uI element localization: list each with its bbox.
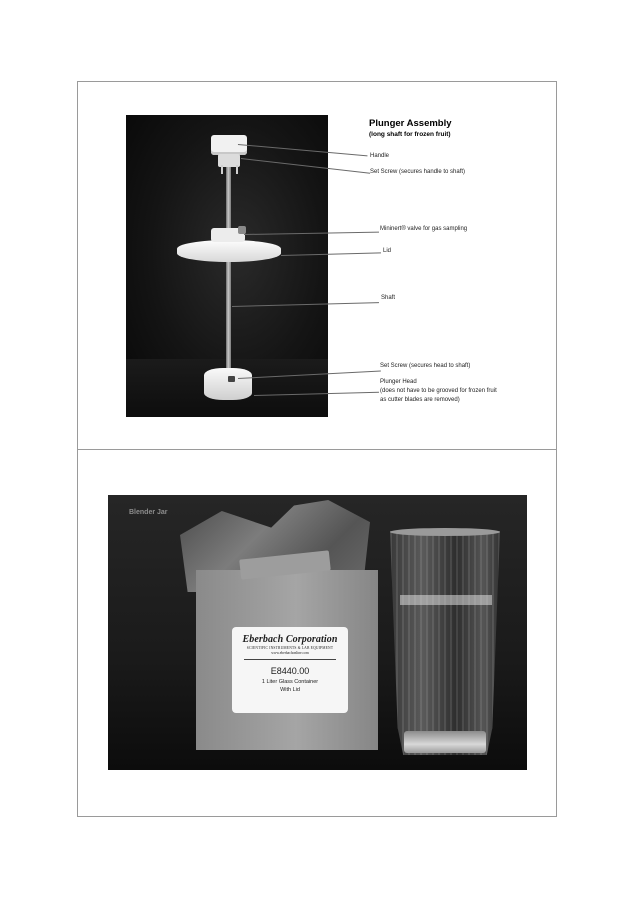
box-label — [232, 627, 348, 713]
label-description-1: 1 Liter Glass Container — [261, 679, 319, 685]
label-plunger-note-1: (does not have to be grooved for frozen fruit — [380, 388, 497, 394]
photo-caption: Blender Jar — [129, 509, 168, 516]
label-rule — [244, 659, 336, 660]
label-tagline: SCIENTIFIC INSTRUMENTS & LAB EQUIPMENT — [246, 646, 334, 650]
slide-2 — [78, 449, 556, 818]
label-shaft: Shaft — [381, 295, 396, 301]
glass-rim — [390, 528, 500, 536]
shaft-illustration — [226, 165, 231, 371]
handle-pin-right — [236, 165, 238, 174]
label-set-screw-head: Set Screw (secures head to shaft) — [380, 363, 471, 369]
label-plunger-note-2: as cutter blades are removed) — [380, 397, 460, 403]
label-description-2: With Lid — [280, 687, 300, 693]
label-handle: Handle — [370, 153, 390, 159]
label-valve: Mininert® valve for gas sampling — [380, 226, 468, 232]
glass-highlight — [400, 595, 492, 605]
valve-illustration — [238, 226, 246, 234]
label-company: Eberbach Corporation — [242, 634, 338, 645]
label-plunger-head: Plunger Head — [380, 379, 417, 385]
slide-subtitle: (long shaft for frozen fruit) — [369, 131, 451, 138]
plunger-assembly-photo — [126, 115, 328, 417]
label-website: www.eberbachonline.com — [271, 651, 309, 655]
page-frame — [77, 81, 557, 817]
blender-jar-photo — [108, 495, 527, 770]
plunger-head-illustration — [204, 368, 252, 400]
slide-title: Plunger Assembly — [369, 118, 452, 129]
label-lid: Lid — [383, 248, 392, 254]
label-set-screw-handle: Set Screw (secures handle to shaft) — [370, 169, 466, 175]
head-set-screw-illustration — [228, 376, 235, 382]
handle-pin-left — [221, 165, 223, 174]
label-part-number: E8440.00 — [270, 666, 310, 676]
glass-container — [390, 531, 500, 755]
lid-illustration — [177, 240, 281, 262]
glass-base — [404, 731, 486, 753]
